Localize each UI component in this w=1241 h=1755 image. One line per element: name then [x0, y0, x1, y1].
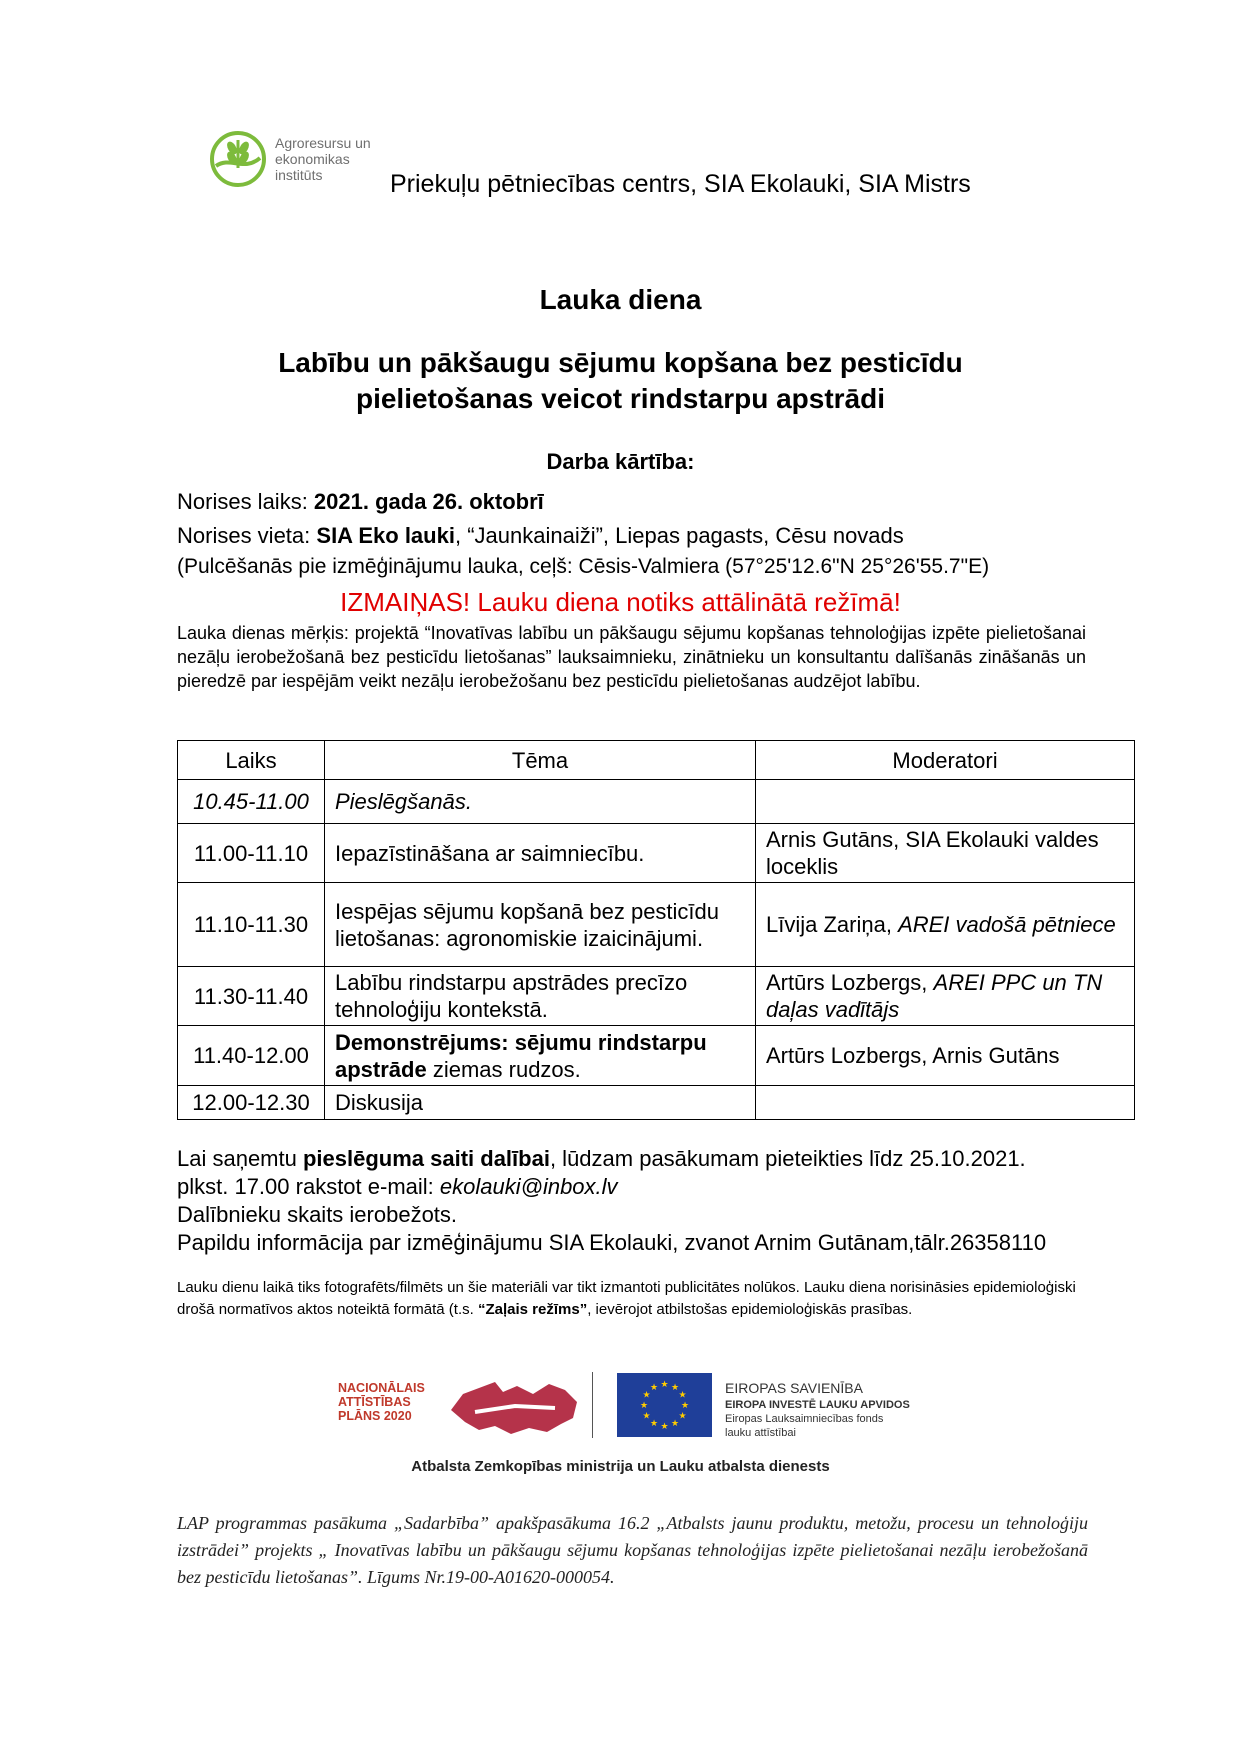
svg-text:★: ★	[660, 1422, 669, 1432]
table-row	[178, 883, 1135, 967]
cell-moderator	[756, 883, 1135, 967]
event-time-label: Norises laiks:	[177, 489, 314, 514]
logo-divider	[592, 1372, 593, 1438]
cell-moderator: Artūrs Lozbergs, Arnis Gutāns	[756, 1026, 1135, 1086]
svg-text:★: ★	[680, 1401, 690, 1411]
schedule-table	[177, 740, 1135, 1120]
registration-line	[177, 1173, 1097, 1201]
notice-text: Lauku dienu laikā tiks fotografēts/filmēts un šie materiāli var tikt izmantoti publicitātes nolūkos. Lauku diena norisināsies epidemioloģiski drošā normatīvos aktos noteiktā formātā (t.s.	[177, 1279, 1076, 1318]
eu-line: lauku attīstībai	[725, 1427, 796, 1439]
cell-moderator	[756, 1086, 1135, 1120]
notice-text: , ievērojot atbilstošas epidemioloģiskās prasības.	[587, 1301, 913, 1318]
organizers: Priekuļu pētniecības centrs, SIA Ekolauki, SIA Mistrs	[390, 170, 971, 198]
reg-text: plkst. 17.00 rakstot e-mail:	[177, 1174, 440, 1199]
moderator-name: Artūrs Lozbergs,	[766, 970, 934, 995]
cell-topic: Pieslēgšanās.	[325, 780, 756, 824]
cell-time: 10.45-11.00	[178, 780, 325, 824]
notice-bold: “Zaļais režīms”	[477, 1301, 588, 1318]
table-row	[178, 824, 1135, 883]
event-place-value: SIA Eko lauki	[316, 523, 455, 548]
topic-rest: ziemas rudzos.	[426, 1056, 581, 1082]
eu-line: EIROPA INVESTĒ LAUKU APVIDOS	[725, 1399, 910, 1411]
table-row	[178, 780, 1135, 824]
event-place-rest: , “Jaunkainaiži”, Liepas pagasts, Cēsu novads	[454, 523, 904, 548]
cell-topic: Labību rindstarpu apstrādes precīzo tehnoloģiju kontekstā.	[325, 967, 756, 1026]
cell-topic: Iepazīstināšana ar saimniecību.	[325, 824, 756, 883]
reg-text: Lai saņemtu	[177, 1146, 303, 1171]
cell-moderator: Arnis Gutāns, SIA Ekolauki valdes loceklis	[756, 824, 1135, 883]
logo-text	[275, 135, 371, 183]
topic-bold: Demonstrējums: sējumu rindstarpu apstrāde	[335, 1029, 707, 1082]
publicity-notice	[177, 1277, 1082, 1321]
arei-logo-icon	[208, 128, 268, 190]
email-link[interactable]: ekolauki@inbox.lv	[439, 1174, 618, 1199]
agenda-heading: Darba kārtība:	[546, 449, 695, 474]
event-place-label: Norises vieta:	[177, 523, 317, 548]
nap-text	[338, 1381, 425, 1423]
svg-text:★: ★	[642, 1390, 651, 1401]
table-row	[178, 967, 1135, 1026]
eu-flag-icon	[617, 1373, 712, 1437]
event-goal: Lauka dienas mērķis: projektā “Inovatīvas labību un pākšaugu sējumu kopšanas tehnoloģijas izpēte pielietošanai nezāļu ierobežošanā bez pesticīdu lietošanas” lauksaimnieku, zinātnieku un konsultantu dalīšanās zināšanās un pieredzē par iespējām veikt nezāļu ierobežošanu bez pesticīdu pielietošanas audzējot labību.	[177, 623, 1086, 691]
cell-topic	[325, 1026, 756, 1086]
meeting-point: (Pulcēšanās pie izmēģinājumu lauka, ceļš: Cēsis-Valmiera (57°25'12.6"N 25°26'55.7"E)	[177, 555, 990, 578]
svg-text:★: ★	[649, 1383, 659, 1393]
eu-flag	[617, 1373, 712, 1437]
eu-line: Eiropas Lauksaimniecības fonds	[725, 1413, 884, 1425]
svg-text:★: ★	[670, 1383, 680, 1393]
registration-line	[177, 1145, 1097, 1173]
page-title: Lauka diena	[539, 284, 702, 315]
nap-line: NACIONĀLAIS	[338, 1381, 425, 1395]
cell-time: 12.00-12.30	[178, 1086, 325, 1120]
svg-text:★: ★	[639, 1401, 649, 1411]
registration-info	[177, 1145, 1097, 1257]
event-time	[177, 489, 544, 515]
cell-time: 11.10-11.30	[178, 883, 325, 967]
logo-line: Agroresursu un	[275, 135, 371, 151]
registration-line: Dalībnieku skaits ierobežots.	[177, 1202, 458, 1227]
table-row	[178, 1026, 1135, 1086]
lap-program-text: LAP programmas pasākuma „Sadarbība” apakšpasākuma 16.2 „Atbalsts jaunu produktu, metožu, procesu un tehnoloģiju izstrādei” projekts „ Inovatīvas labību un pākšaugu sējumu kopšanas tehnoloģijas izpēte pielietošanai nezāļu ierobežošanā bez pesticīdu lietošanas”. Līgums Nr.19-00-A01620-000054.	[177, 1513, 1088, 1587]
moderator-role: AREI PPC un TN daļas vadītājs	[766, 970, 1103, 1022]
svg-text:★: ★	[649, 1419, 659, 1429]
nap-line: ATTĪSTĪBAS	[338, 1395, 411, 1409]
cell-moderator	[756, 967, 1135, 1026]
eu-text	[725, 1378, 910, 1440]
reg-bold: pieslēguma saiti dalībai	[302, 1146, 550, 1171]
cell-topic: Iespējas sējumu kopšanā bez pesticīdu lietošanas: agronomiskie izaicinājumi.	[325, 883, 756, 967]
event-place	[177, 523, 904, 549]
svg-text:★: ★	[660, 1380, 669, 1390]
moderator-role: AREI vadošā pētniece	[898, 912, 1116, 937]
col-header-moderators: Moderatori	[756, 741, 1135, 780]
svg-text:★: ★	[670, 1419, 680, 1429]
col-header-topic: Tēma	[325, 741, 756, 780]
subtitle-line: Labību un pākšaugu sējumu kopšana bez pesticīdu	[278, 347, 963, 378]
table-row	[178, 1086, 1135, 1120]
logo-line: ekonomikas	[275, 151, 350, 167]
cell-moderator	[756, 780, 1135, 824]
cell-time: 11.30-11.40	[178, 967, 325, 1026]
event-time-value: 2021. gada 26. oktobrī	[313, 489, 544, 514]
registration-line: Papildu informācija par izmēģinājumu SIA Ekolauki, zvanot Arnim Gutānam,tālr.26358110	[177, 1230, 1047, 1255]
eu-line: EIROPAS SAVIENĪBA	[725, 1380, 863, 1396]
reg-text: , lūdzam pasākumam pieteikties līdz 25.10.2021.	[549, 1146, 1026, 1171]
svg-text:★: ★	[642, 1411, 651, 1422]
logo-line: institūts	[275, 167, 323, 183]
cell-time: 11.40-12.00	[178, 1026, 325, 1086]
support-line: Atbalsta Zemkopības ministrija un Lauku atbalsta dienests	[411, 1458, 830, 1475]
cell-topic: Diskusija	[325, 1086, 756, 1120]
col-header-time: Laiks	[178, 741, 325, 780]
table-header-row	[178, 741, 1135, 780]
svg-text:★: ★	[678, 1411, 687, 1422]
changes-alert: IZMAIŅAS! Lauku diena notiks attālinātā režīmā!	[340, 587, 901, 617]
nap-line: PLĀNS 2020	[338, 1409, 412, 1423]
cell-time: 11.00-11.10	[178, 824, 325, 883]
subtitle-line: pielietošanas veicot rindstarpu apstrādi	[355, 383, 886, 414]
svg-text:★: ★	[678, 1390, 687, 1401]
page-subtitle	[150, 345, 1091, 417]
moderator-name: Līvija Zariņa,	[766, 912, 899, 937]
latvia-map-icon	[445, 1372, 585, 1444]
